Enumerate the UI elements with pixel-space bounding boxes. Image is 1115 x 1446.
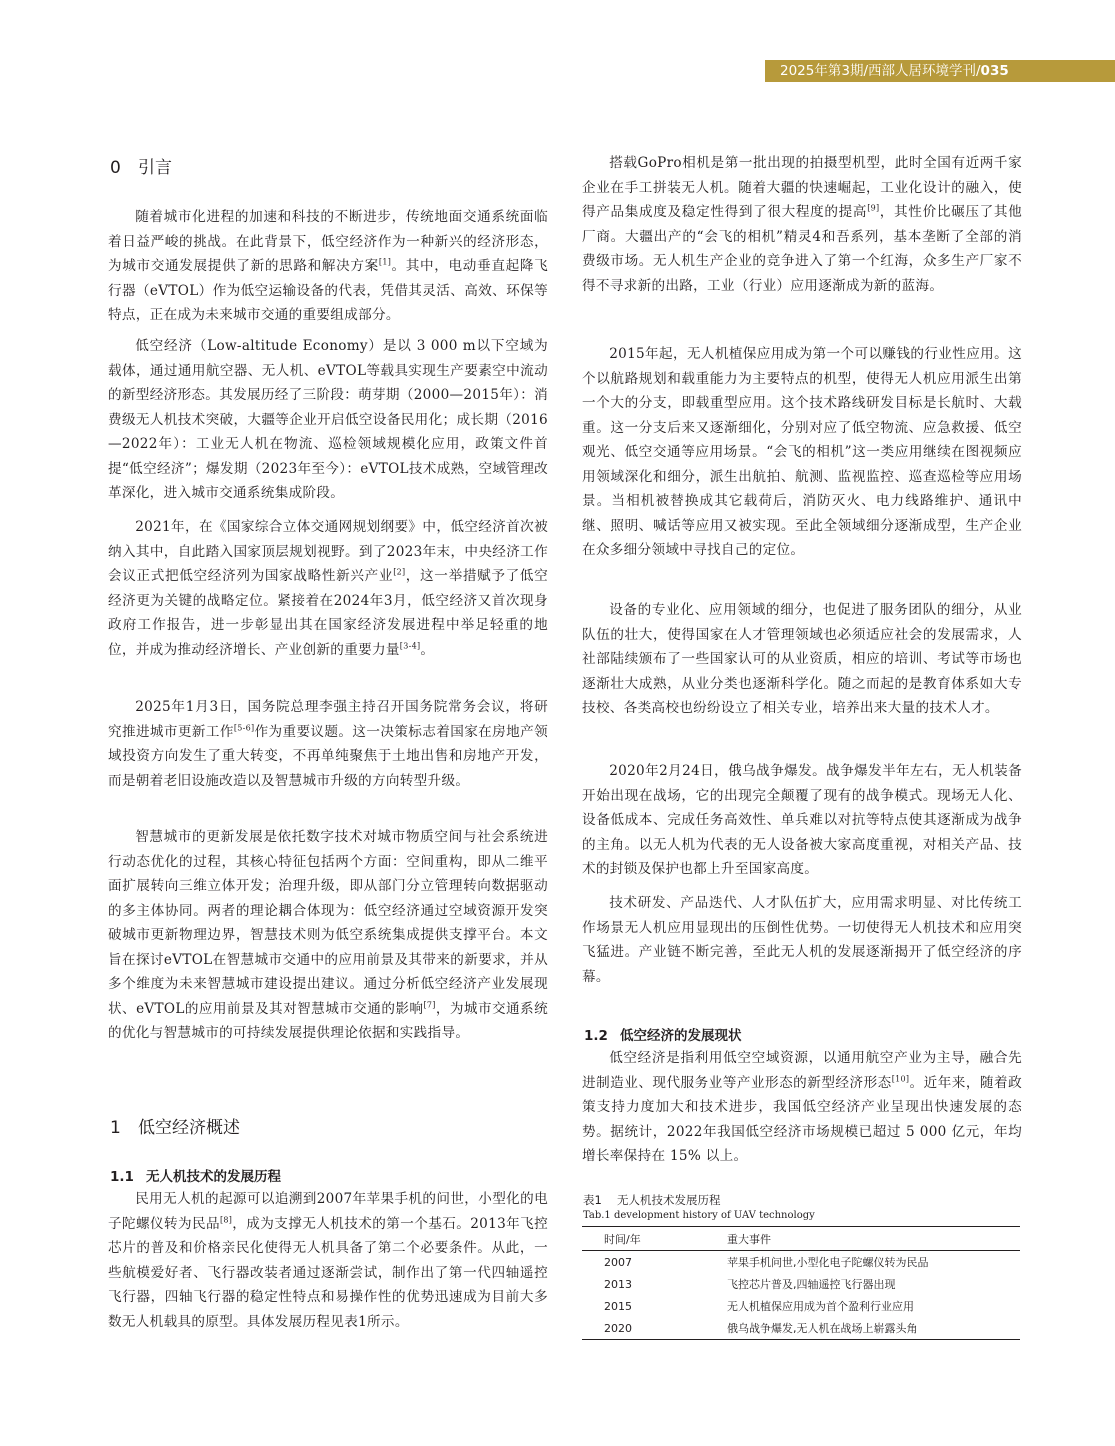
table-cell-event: 飞控芯片普及,四轴遥控飞行器出现 <box>727 1278 896 1291</box>
section-1-1-paragraph: 民用无人机的起源可以追溯到2007年苹果手机的问世，小型化的电子陀螺仪转为民品[8]，成为支撑无人机技术的第一个基石。2013年飞控芯片的普及和价格亲民化使得无人机具备了第二个必要条件。从此，一些航模爱好者、飞行器改装者通过逐渐尝试，制作出了第一代四轴遥控飞行器，四轴飞行器的稳定性特点和易操作性的优势迅速成为目前大多数无人机载具的原型。具体发展历程见表1所示。 <box>108 1191 548 1330</box>
table-row <box>582 1317 1020 1340</box>
intro-paragraph-1: 随着城市化进程的加速和科技的不断进步，传统地面交通系统面临着日益严峻的挑战。在此背景下，低空经济作为一种新兴的经济形态，为城市交通发展提供了新的思路和解决方案[1]。其中，电动垂直起降飞行器（eVTOL）作为低空运输设备的代表，凭借其灵活、高效、环保等特点，正在成为未来城市交通的重要组成部分。 <box>108 209 548 323</box>
uav-history-paragraph-1: 搭载GoPro相机是第一批出现的拍摄型机型，此时全国有近两千家企业在手工拼装无人机。随着大疆的快速崛起，工业化设计的融入，使得产品集成度及稳定性得到了很大程度的提高[9]，其性价比碾压了其他厂商。大疆出产的“会飞的相机”精灵4和吾系列，基本垄断了全部的消费级市场。无人机生产企业的竞争进入了第一个红海，众多生产厂家不得不寻求新的出路，工业（行业）应用逐渐成为新的蓝海。 <box>582 155 1023 294</box>
table-header-event: 重大事件 <box>727 1232 771 1246</box>
intro-paragraph-2: 低空经济（Low-altitude Economy）是以 3 000 m以下空域为载体，通过通用航空器、无人机、eVTOL等载具实现生产要素空中流动的新型经济形态。其发展历经了三阶段：萌芽期（2000—2015年）：消费级无人机技术突破，大疆等企业开启低空设备民用化；成长期（2016—2022年）：工业无人机在物流、巡检领域规模化应用，政策文件首提“低空经济”；爆发期（2023年至今）：eVTOL技术成熟，空域管理改革深化，进入城市交通系统集成阶段。 <box>108 338 548 501</box>
table-row <box>582 1251 1020 1274</box>
table-cell-year: 2015 <box>604 1299 632 1313</box>
section-1-2-paragraph: 低空经济是指利用低空空域资源，以通用航空产业为主导，融合先进制造业、现代服务业等产业形态的新型经济形态[10]。近年来，随着政策支持力度加大和技术进步，我国低空经济产业呈现出快速发展的态势。据统计，2022年我国低空经济市场规模已超过 5 000 亿元，年均增长率保持在 15% 以上。 <box>582 1050 1022 1164</box>
table-cell-year: 2007 <box>604 1255 632 1269</box>
table-row <box>582 1295 1020 1317</box>
uav-history-paragraph-5: 技术研发、产品迭代、人才队伍扩大，应用需求明显、对比传统工作场景无人机应用显现出的压倒性优势。一切使得无人机技术和应用突飞猛进。产业链不断完善，至此无人机的发展逐渐揭开了低空经济的序幕。 <box>582 895 1022 985</box>
intro-paragraph-3: 2021年，在《国家综合立体交通网规划纲要》中，低空经济首次被纳入其中，自此踏入国家顶层规划视野。到了2023年末，中央经济工作会议正式把低空经济列为国家战略性新兴产业[2]，这一举措赋予了低空经济更为关键的战略定位。紧接着在2024年3月，低空经济又首次现身政府工作报告，进一步彰显出其在国家经济发展进程中举足轻重的地位，并成为推动经济增长、产业创新的重要力量[3-4]。 <box>108 519 549 658</box>
section-0-heading: 0 引言 <box>110 158 172 178</box>
table-cell-year: 2013 <box>604 1277 632 1291</box>
intro-paragraph-4: 2025年1月3日，国务院总理李强主持召开国务院常务会议，将研究推进城市更新工作[5-6]作为重要议题。这一决策标志着国家在房地产领域投资方向发生了重大转变，不再单纯聚焦于土地出售和房地产开发，而是朝着老旧设施改造以及智慧城市升级的方向转型升级。 <box>108 699 548 789</box>
table-cell-event: 苹果手机问世,小型化电子陀螺仪转为民品 <box>727 1256 929 1269</box>
section-1-heading: 1 低空经济概述 <box>110 1118 240 1138</box>
table-cell-event: 俄乌战争爆发,无人机在战场上崭露头角 <box>727 1322 918 1335</box>
table-caption-english: Tab.1 development history of UAV technology <box>583 1210 815 1221</box>
table-header-year: 时间/年 <box>604 1232 641 1246</box>
section-1-2-heading: 1.2 低空经济的发展现状 <box>584 1028 742 1044</box>
running-header <box>780 60 1009 82</box>
table-cell-year: 2020 <box>604 1321 632 1335</box>
table-cell-event: 无人机植保应用成为首个盈利行业应用 <box>727 1300 914 1313</box>
table-header-row <box>582 1227 1020 1251</box>
uav-history-paragraph-4: 2020年2月24日，俄乌战争爆发。战争爆发半年左右，无人机装备开始出现在战场，它的出现完全颠覆了现有的战争模式。现场无人化、设备低成本、完成任务高效性、单兵难以对抗等特点使其逐渐成为战争的主角。以无人机为代表的无人设备被大家高度重视，对相关产品、技术的封锁及保护也都上升至国家高度。 <box>582 763 1022 877</box>
table-caption: 表1 无人机技术发展历程 <box>583 1193 721 1207</box>
journal-issue: 2025年第3期/西部人居环境学刊/ <box>780 63 981 79</box>
table-row <box>582 1273 1020 1295</box>
page-number: 035 <box>980 63 1009 79</box>
uav-history-paragraph-3: 设备的专业化、应用领域的细分，也促进了服务团队的细分，从业队伍的壮大，使得国家在人才管理领域也必须适应社会的发展需求，人社部陆续颁布了一些国家认可的从业资质，相应的培训、考试等市场也逐渐壮大成熟，从业分类也逐渐科学化。随之而起的是教育体系如大专技校、各类高校也纷纷设立了相关专业，培养出来大量的技术人才。 <box>582 602 1022 716</box>
uav-history-table <box>582 1226 1020 1340</box>
intro-paragraph-5: 智慧城市的更新发展是依托数字技术对城市物质空间与社会系统进行动态优化的过程，其核心特征包括两个方面：空间重构，即从二维平面扩展转向三维立体开发；治理升级，即从部门分立管理转向数据驱动的多主体协同。两者的理论耦合体现为：低空经济通过空域资源开发突破城市更新物理边界，智慧技术则为低空系统集成提供支撑平台。本文旨在探讨eVTOL在智慧城市交通中的应用前景及其带来的新要求，并从多个维度为未来智慧城市建设提出建议。通过分析低空经济产业发展现状、eVTOL的应用前景及其对智慧城市交通的影响[7]，为城市交通系统的优化与智慧城市的可持续发展提供理论依据和实践指导。 <box>108 829 548 1041</box>
uav-history-paragraph-2: 2015年起，无人机植保应用成为第一个可以赚钱的行业性应用。这个以航路规划和载重能力为主要特点的机型，使得无人机应用派生出第一个大的分支，即载重型应用。这个技术路线研发目标是长航时、大载重。这一分支后来又逐渐细化，分别对应了低空物流、应急救援、低空观光、低空交通等应用场景。“会飞的相机”这一类应用继续在图视频应用领域深化和细分，派生出航拍、航测、监视监控、巡查巡检等应用场景。当相机被替换成其它载荷后，消防灭火、电力线路维护、通讯中继、照明、喊话等应用又被实现。至此全领域细分逐渐成型，生产企业在众多细分领域中寻找自己的定位。 <box>582 346 1022 558</box>
section-1-1-heading: 1.1 无人机技术的发展历程 <box>110 1169 281 1185</box>
